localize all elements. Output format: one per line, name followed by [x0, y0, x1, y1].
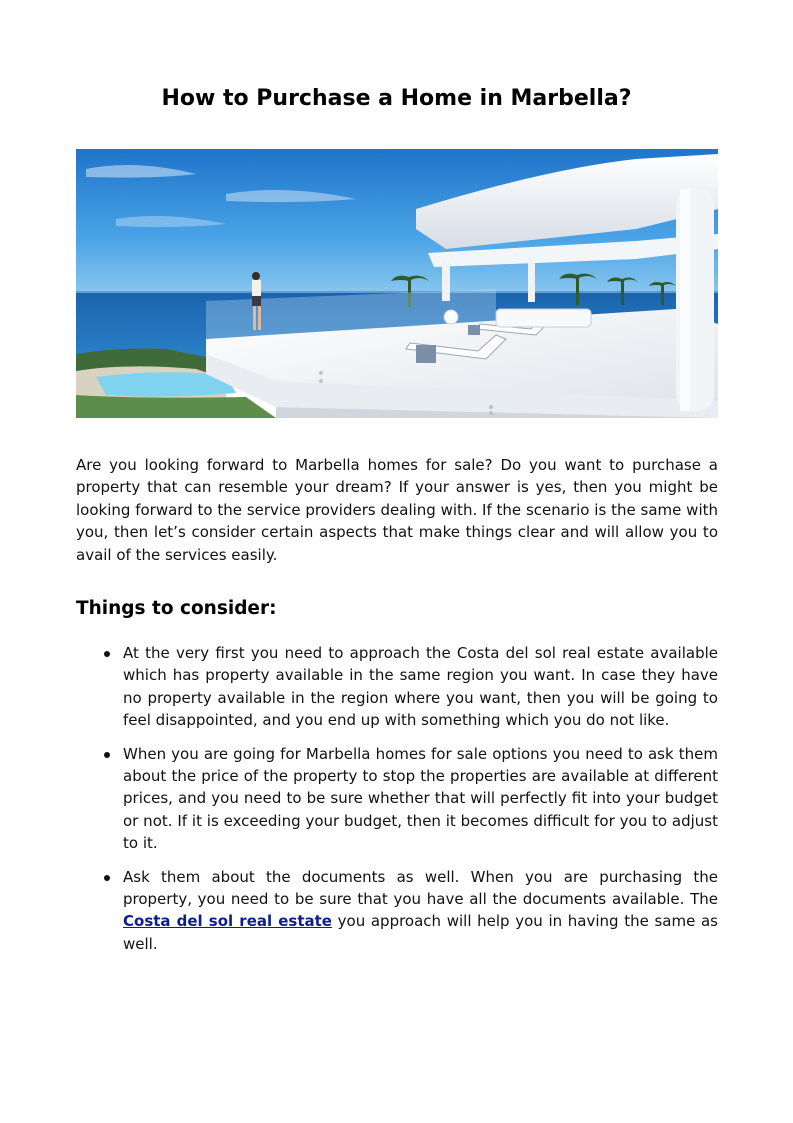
bullet-icon	[104, 651, 110, 657]
intro-paragraph: Are you looking forward to Marbella homes for sale? Do you want to purchase a property that can resemble your dream? If your answer is yes, then you might be looking forward to the service providers dealing with. If the scenario is the same with you, then let’s consider certain aspects that make things clear and will allow you to avail of the services easily.	[76, 456, 718, 564]
bullet-icon	[104, 752, 110, 758]
section-heading: Things to consider:	[76, 598, 277, 619]
page-title: How to Purchase a Home in Marbella?	[161, 86, 632, 111]
considerations-list	[76, 642, 718, 966]
bullet-icon	[104, 875, 110, 881]
list-item-text: At the very first you need to approach the Costa del sol real estate available which has property available in the same region you want. In case they have no property available in the region where you want, then you will be going to feel disappointed, and you end up with something which you do not like.	[123, 644, 718, 730]
list-item-text: When you are going for Marbella homes for sale options you need to ask them about the price of the property to stop the properties are available at different prices, and you need to be sure whether that will perfectly fit into your budget or not. If it is exceeding your budget, then it becomes difficult for you to adjust to it.	[123, 744, 718, 853]
costa-del-sol-link[interactable]: Costa del sol real estate	[123, 912, 332, 931]
list-item	[76, 866, 718, 956]
list-item	[76, 743, 718, 855]
list-item-text-after-link: you approach will help you in having the same as well.	[123, 912, 718, 953]
list-item-text-before-link: Ask them about the documents as well. When you are purchasing the property, you need to be sure that you have all the documents available. The	[123, 867, 718, 909]
hero-image-villa-terrace	[76, 149, 718, 418]
list-item	[76, 642, 718, 732]
